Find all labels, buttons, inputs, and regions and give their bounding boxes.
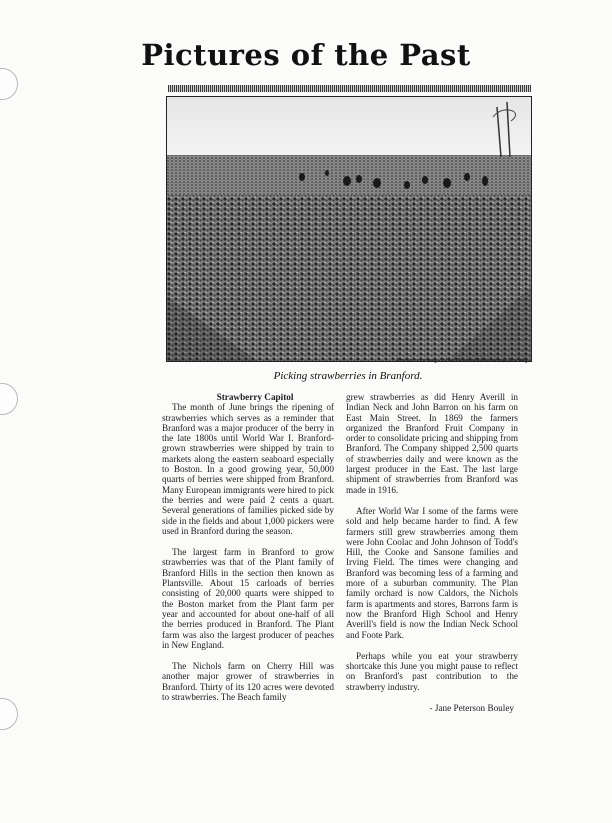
binder-hole: [0, 698, 18, 730]
article-paragraph: After World War I some of the farms were sold and help became harder to find. A few farmers still grew strawberries among them were John Coolac and John Johnson of Todd's Hill, the Cooke and Sansone families and Irving Field. The times were changing and Branford was becoming less of a farming and more of a suburban community. The Plan family orchard is now Caldors, the Nichols farm is apartments and stores, Barrons farm is now the Branford High School and Henry Averill's field is now the Indian Neck School and Foote Park.: [346, 505, 518, 640]
article-column-1: [162, 392, 334, 713]
article-column-2: [346, 392, 518, 713]
photo-credit: Photo courtesy of the Branford Historical Society: [396, 358, 528, 364]
article-paragraph: The Nichols farm on Cherry Hill was another major grower of strawberries in Branford. Thirty of its 120 acres were devoted to strawberries. The Beach family: [162, 661, 334, 703]
binder-hole: [0, 383, 18, 415]
article-paragraph: The largest farm in Branford to grow strawberries was that of the Plant family of Branford Hills in the section then known as Plantsville. About 15 carloads of berries consisting of 20,000 quarts were shipped to the Boston market from the Plant farm per year and accounted for about one-half of all the berries produced in Branford. The Plant farm was also the largest producer of peaches in New England.: [162, 547, 334, 650]
page-title: Pictures of the Past: [141, 38, 471, 72]
photo-caption: Picking strawberries in Branford.: [273, 370, 423, 382]
article-paragraph: The month of June brings the ripening of strawberries which serves as a reminder that Branford was a major producer of the berry in the late 1800s until World War I. Branford-grown strawberries were shipped by train to markets along the eastern seaboard especially to Boston. In a good growing year, 50,000 quarts of berries were shipped from Branford. Many European immigrants were hired to pick the berries and were paid 2 cents a quart. Several generations of families picked side by side in the fields and about 1,000 pickers were used in Branford during the season.: [162, 402, 334, 536]
author-byline: - Jane Peterson Bouley: [429, 703, 514, 714]
article-paragraph: grew strawberries as did Henry Averill in Indian Neck and John Barron on his farm on East Main Street. In 1869 the farmers organized the Branford Fruit Company in order to consolidate pricing and shipping from Branford. The Company shipped 2,500 quarts of strawberries daily and were known as the largest producer in the East. The last large shipment of strawberries from Branford was made in 1916.: [346, 392, 518, 495]
binder-hole: [0, 68, 18, 100]
title-rule: [168, 85, 531, 92]
article-paragraph: Perhaps while you eat your strawberry shortcake this June you might pause to reflect on Branford's past contribution to the strawberry industry.: [346, 650, 518, 692]
article-subhead: Strawberry Capitol: [216, 392, 294, 402]
strawberry-field-photo: [166, 96, 532, 362]
